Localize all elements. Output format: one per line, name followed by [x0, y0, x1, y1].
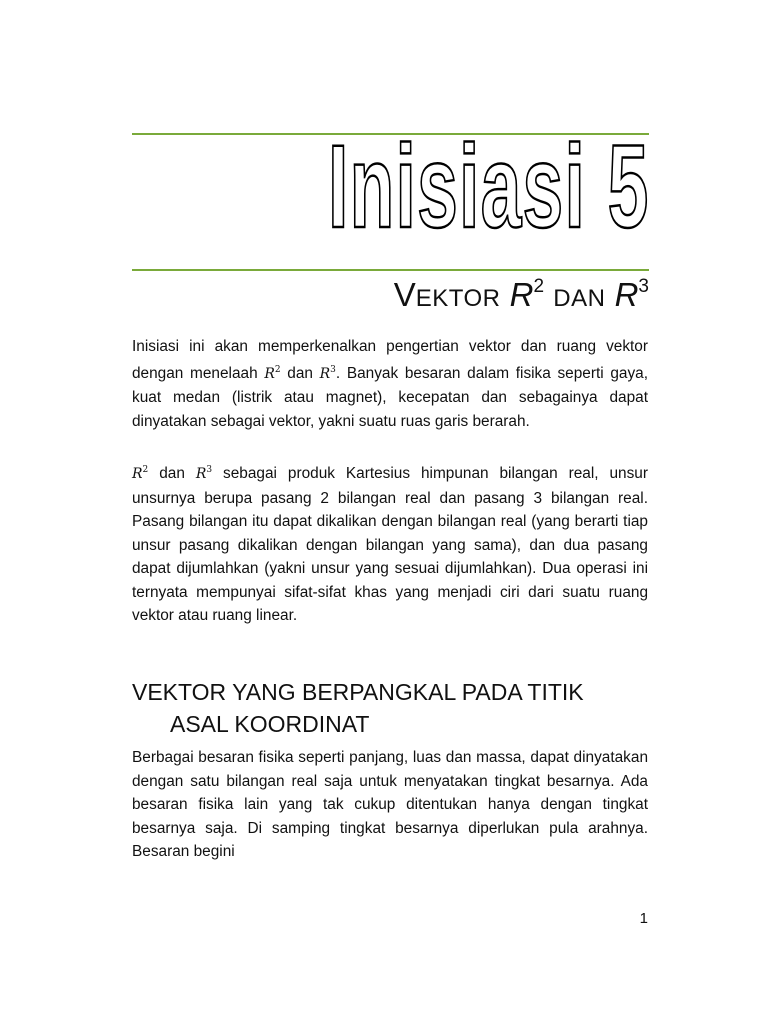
section-heading-line2: ASAL KOORDINAT	[170, 711, 370, 737]
section-heading-line1: VEKTOR YANG BERPANGKAL PADA TITIK	[132, 679, 584, 705]
math-r3: $R^3$	[195, 465, 213, 482]
paragraph-cartesian-dan: dan	[148, 465, 196, 482]
subtitle-var-r2: R	[509, 276, 534, 313]
paragraph-intro	[132, 335, 648, 433]
math-r2: $R^2$	[132, 465, 149, 482]
paragraph-physics-text: Berbagai besaran fisika seperti panjang, luas dan massa, dapat dinyatakan dengan satu bilangan real saja untuk menyatakan tingkat besarnya. Ada besaran fisika lain yang tak cukup ditentukan hanya dengan tingkat besarnya saja. Di samping tingkat besarnya diperlukan pula arahnya. Besaran begini	[132, 749, 648, 860]
chapter-title: Inisiasi 5	[328, 121, 650, 253]
paragraph-intro-text-b: . Banyak besaran dalam fisika seperti gaya, kuat medan (listrik atau magnet), kecepatan dan sebagainya dapat dinyatakan sebagai vektor, yakni suatu ruas garis berarah.	[132, 364, 649, 430]
section-heading	[132, 676, 648, 740]
subtitle-word-vektor: EKTOR	[415, 285, 501, 312]
paragraph-physics	[132, 746, 648, 864]
math-r2: $R^2$	[264, 364, 281, 382]
paragraph-intro-text-a: Inisiasi ini akan memperkenalkan pengertian vektor dan ruang vektor dengan menelaah	[132, 338, 648, 382]
math-r3: $R^3$	[319, 364, 336, 382]
page-subtitle	[394, 276, 649, 314]
subtitle-word-dan: DAN	[553, 285, 606, 312]
subtitle-exp-3: 3	[638, 276, 649, 297]
title-divider	[132, 269, 649, 271]
paragraph-intro-dan: dan	[280, 364, 320, 382]
paragraph-cartesian	[132, 459, 648, 628]
page-number: 1	[639, 910, 648, 927]
subtitle-initial: V	[393, 276, 416, 313]
subtitle-var-r3: R	[614, 276, 639, 313]
paragraph-cartesian-text: sebagai produk Kartesius himpunan bilangan real, unsur unsurnya berupa pasang 2 bilangan real dan pasang 3 bilangan real. Pasang bilangan itu dapat dikalikan dengan bilangan real (yang berarti tiap unsur pasang dikalikan dengan bilangan yang sama), dan dua pasang dapat dijumlahkan (yakni unsur yang sesuai dijumlahkan). Dua operasi ini ternyata mempunyai sifat-sifat khas yang menjadi ciri dari suatu ruang vektor atau ruang linear.	[132, 465, 648, 624]
subtitle-exp-2: 2	[533, 276, 545, 297]
